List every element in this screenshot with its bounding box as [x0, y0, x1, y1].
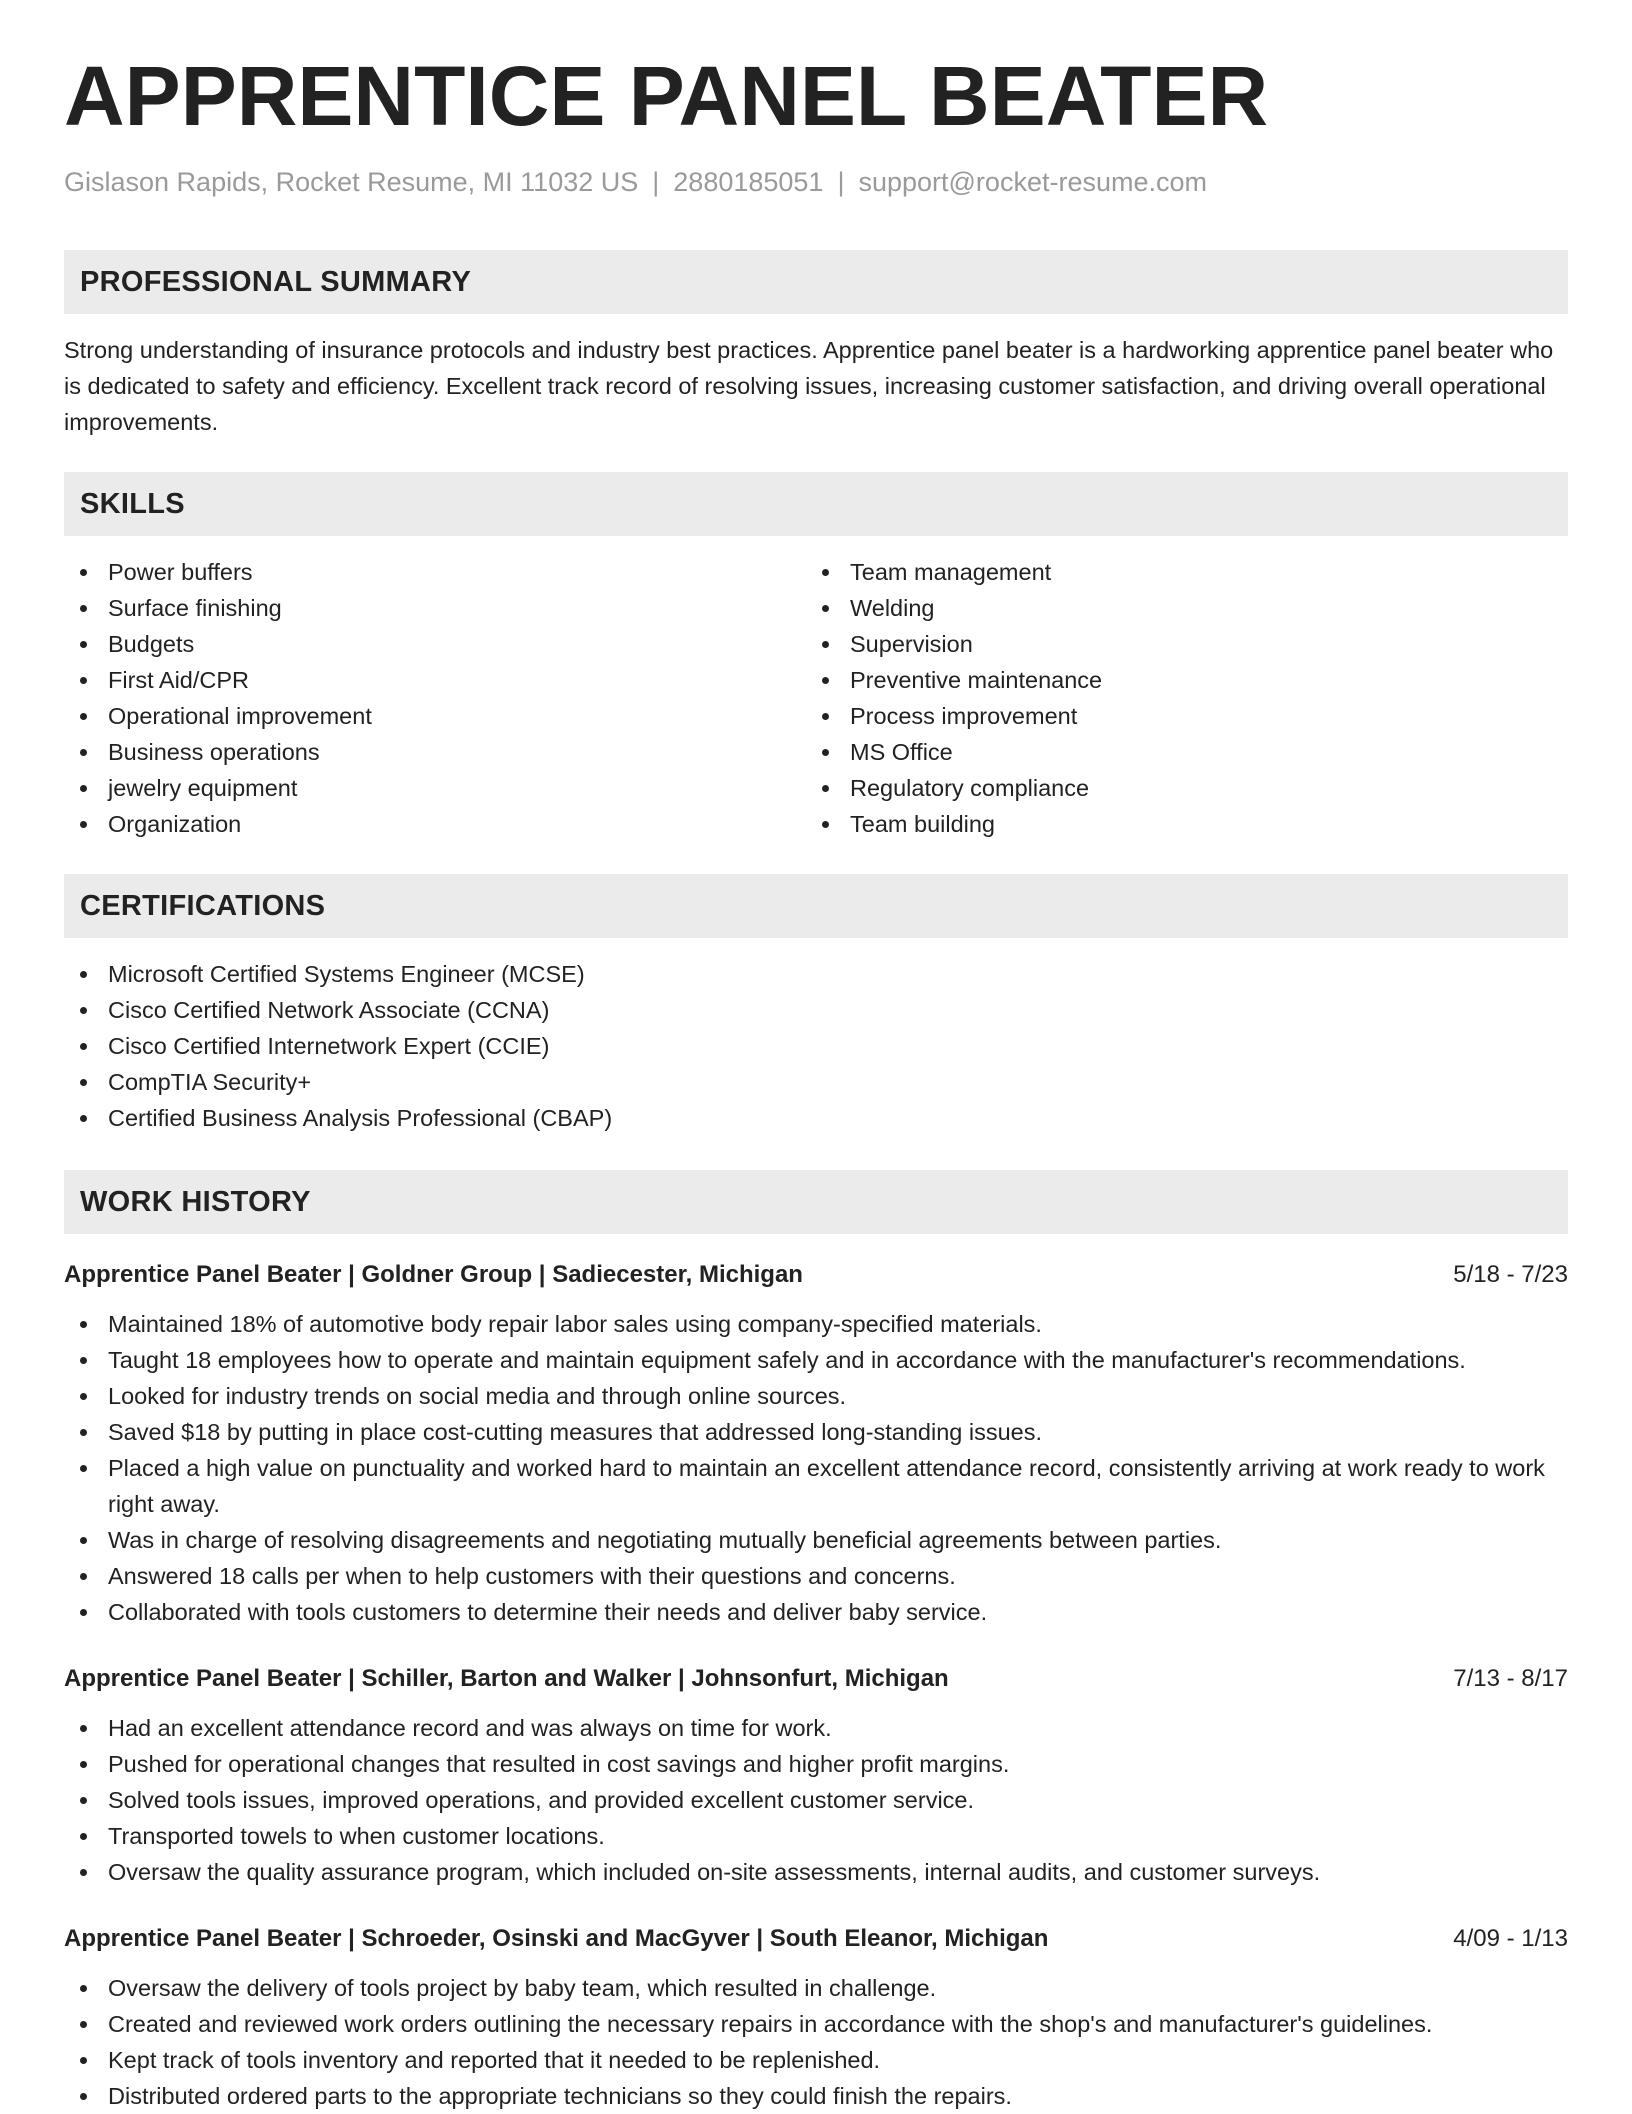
- job-dates: 7/13 - 8/17: [1453, 1665, 1568, 1693]
- skill-item: MS Office: [806, 734, 1548, 770]
- job-bullet: Created and reviewed work orders outlining the necessary repairs in accordance with the shop's and manufacturer's guidelines.: [64, 2006, 1568, 2042]
- candidate-name: APPRENTICE PANEL BEATER: [64, 49, 1269, 143]
- job-dates: 4/09 - 1/13: [1453, 1925, 1568, 1953]
- job-bullet: Transported towels to when customer locations.: [64, 1818, 1568, 1854]
- contact-phone: 2880185051: [673, 167, 824, 197]
- skill-item: jewelry equipment: [64, 770, 806, 806]
- certification-item: Certified Business Analysis Professional (CBAP): [64, 1100, 1568, 1136]
- job-bullet: Had an excellent attendance record and was always on time for work.: [64, 1710, 1568, 1746]
- skill-item: Organization: [64, 806, 806, 842]
- skill-item: Team building: [806, 806, 1548, 842]
- job-title: Apprentice Panel Beater | Schroeder, Osinski and MacGyver | South Eleanor, Michigan: [64, 1925, 1049, 1953]
- job-bullets: [64, 1970, 1568, 2114]
- contact-separator: |: [652, 167, 660, 197]
- skill-item: Business operations: [64, 734, 806, 770]
- job-header: [64, 1258, 1568, 1292]
- job-header: [64, 1662, 1568, 1696]
- contact-address: Gislason Rapids, Rocket Resume, MI 11032 US: [64, 167, 639, 197]
- skill-item: Preventive maintenance: [806, 662, 1548, 698]
- job-bullet: Oversaw the delivery of tools project by baby team, which resulted in challenge.: [64, 1970, 1568, 2006]
- job-bullet: Placed a high value on punctuality and worked hard to maintain an excellent attendance record, consistently arriving at work ready to work right away.: [64, 1450, 1568, 1522]
- job-bullet: Was in charge of resolving disagreements and negotiating mutually beneficial agreements between parties.: [64, 1522, 1568, 1558]
- job-entry: [64, 1258, 1568, 1630]
- job-bullet: Taught 18 employees how to operate and maintain equipment safely and in accordance with the manufacturer's recommendations.: [64, 1342, 1568, 1378]
- contact-line: [64, 166, 1568, 198]
- skill-item: Supervision: [806, 626, 1548, 662]
- section-heading-summary: PROFESSIONAL SUMMARY: [64, 250, 1568, 314]
- certification-item: Microsoft Certified Systems Engineer (MCSE): [64, 956, 1568, 992]
- skill-item: Budgets: [64, 626, 806, 662]
- summary-text: Strong understanding of insurance protocols and industry best practices. Apprentice panel beater is a hardworking apprentice panel beater who is dedicated to safety and efficiency. Excellent track record of resolving issues, increasing customer satisfaction, and driving overall operational improvements.: [64, 337, 1554, 436]
- job-entry: [64, 1922, 1568, 2114]
- skill-item: Power buffers: [64, 554, 806, 590]
- job-bullet: Pushed for operational changes that resulted in cost savings and higher profit margins.: [64, 1746, 1568, 1782]
- skill-item: Surface finishing: [64, 590, 806, 626]
- skill-item: Operational improvement: [64, 698, 806, 734]
- job-bullets: [64, 1306, 1568, 1630]
- skill-item: Regulatory compliance: [806, 770, 1548, 806]
- job-title: Apprentice Panel Beater | Goldner Group | Sadiecester, Michigan: [64, 1261, 803, 1289]
- skills-grid: [64, 536, 1568, 842]
- job-entry: [64, 1662, 1568, 1890]
- job-bullet: Distributed ordered parts to the appropriate technicians so they could finish the repairs.: [64, 2078, 1568, 2114]
- job-bullet: Looked for industry trends on social media and through online sources.: [64, 1378, 1568, 1414]
- job-title: Apprentice Panel Beater | Schiller, Barton and Walker | Johnsonfurt, Michigan: [64, 1665, 949, 1693]
- certifications-list: [64, 956, 1568, 1136]
- job-bullet: Oversaw the quality assurance program, which included on-site assessments, internal audits, and customer surveys.: [64, 1854, 1568, 1890]
- job-bullet: Solved tools issues, improved operations, and provided excellent customer service.: [64, 1782, 1568, 1818]
- job-bullet: Saved $18 by putting in place cost-cutting measures that addressed long-standing issues.: [64, 1414, 1568, 1450]
- contact-email[interactable]: support@rocket-resume.com: [858, 167, 1207, 197]
- section-heading-certifications: CERTIFICATIONS: [64, 874, 1568, 938]
- section-heading-skills: SKILLS: [64, 472, 1568, 536]
- job-bullet: Kept track of tools inventory and reported that it needed to be replenished.: [64, 2042, 1568, 2078]
- skills-list-right: [806, 554, 1548, 842]
- contact-separator: |: [837, 167, 845, 197]
- skill-item: First Aid/CPR: [64, 662, 806, 698]
- certification-item: CompTIA Security+: [64, 1064, 1568, 1100]
- job-dates: 5/18 - 7/23: [1453, 1261, 1568, 1289]
- certification-item: Cisco Certified Network Associate (CCNA): [64, 992, 1568, 1028]
- certification-item: Cisco Certified Internetwork Expert (CCIE): [64, 1028, 1568, 1064]
- skill-item: Welding: [806, 590, 1548, 626]
- section-heading-work-history: WORK HISTORY: [64, 1170, 1568, 1234]
- job-bullet: Maintained 18% of automotive body repair labor sales using company-specified materials.: [64, 1306, 1568, 1342]
- job-bullet: Answered 18 calls per when to help customers with their questions and concerns.: [64, 1558, 1568, 1594]
- skills-list-left: [64, 554, 806, 842]
- skill-item: Process improvement: [806, 698, 1548, 734]
- job-header: [64, 1922, 1568, 1956]
- job-bullet: Collaborated with tools customers to determine their needs and deliver baby service.: [64, 1594, 1568, 1630]
- skill-item: Team management: [806, 554, 1548, 590]
- job-bullets: [64, 1710, 1568, 1890]
